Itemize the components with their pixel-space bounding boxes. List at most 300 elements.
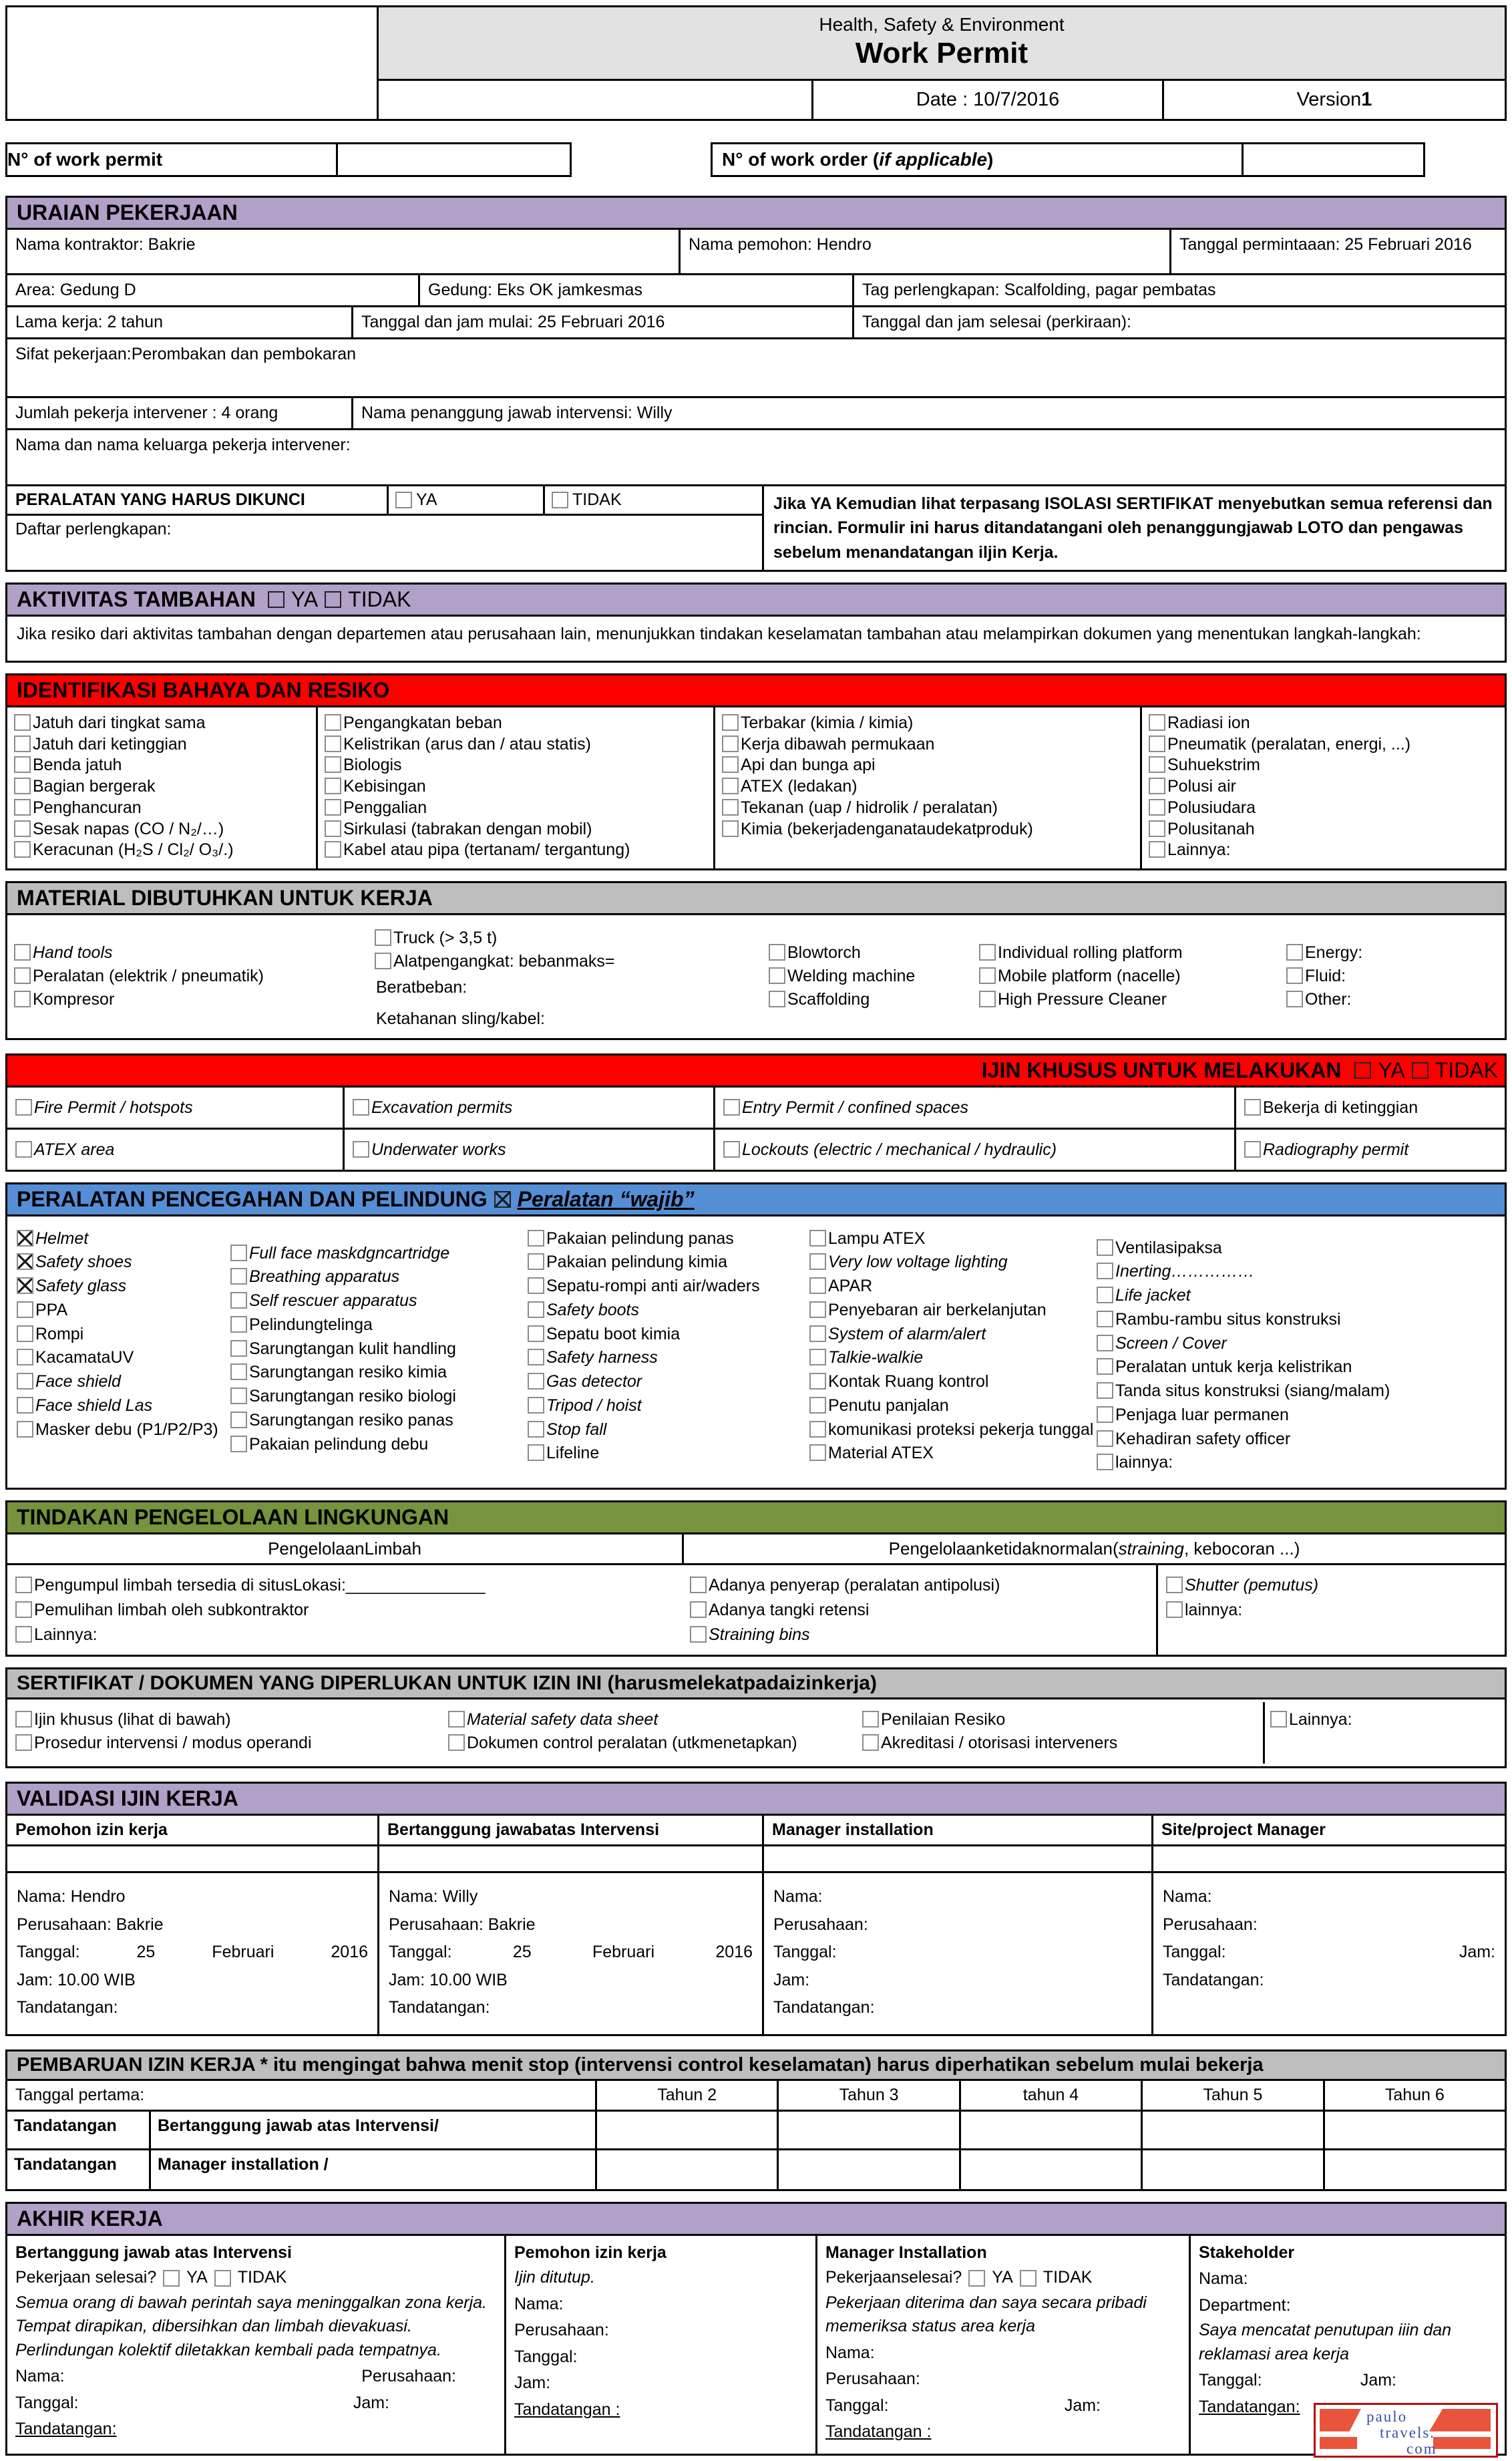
aktivitas-ya-checkbox[interactable]: [268, 591, 285, 608]
akhir-col3-heading: Manager Installation: [825, 2243, 987, 2262]
validasi-signature-col-2[interactable]: [377, 1873, 762, 2034]
hazard-item: [325, 735, 708, 754]
row3-year3-cell[interactable]: [777, 2150, 958, 2189]
ppe-checkbox[interactable]: [809, 1444, 826, 1461]
row2-year4-cell[interactable]: [959, 2112, 1141, 2148]
signature-line: Nama:: [773, 1887, 823, 1907]
ppe-item: [809, 1253, 1097, 1272]
validasi-blank-3: [762, 1846, 1151, 1871]
material-checkbox[interactable]: [375, 929, 391, 946]
jam-label[interactable]: Jam:: [353, 2393, 389, 2412]
permit-checkbox[interactable]: [15, 1099, 32, 1116]
doc-label: Lainnya:: [1289, 1710, 1352, 1730]
ppe-checkbox[interactable]: [230, 1245, 247, 1261]
env-checkbox[interactable]: [15, 1577, 32, 1593]
hazard-item: [325, 840, 708, 860]
work-order-number-input[interactable]: [1242, 144, 1423, 175]
akhir-stakeholder-column: [1189, 2236, 1505, 2457]
doc-item: [448, 1710, 862, 1730]
hazard-checkbox[interactable]: [325, 714, 341, 731]
ppe-checkbox[interactable]: [1097, 1311, 1113, 1327]
section-akhir-kerja: [5, 2202, 1507, 2456]
lock-ya-label: YA: [416, 490, 437, 509]
ppe-item: [809, 1372, 1097, 1391]
material-checkbox[interactable]: [769, 991, 785, 1007]
ppe-checkbox[interactable]: [230, 1387, 247, 1404]
env-checkbox[interactable]: [15, 1601, 32, 1618]
hazard-label: Jatuh dari tingkat sama: [33, 713, 206, 732]
tandatangan-label[interactable]: Tandatangan:: [1199, 2397, 1300, 2416]
hazard-checkbox[interactable]: [14, 841, 31, 858]
material-checkbox[interactable]: [14, 944, 31, 961]
doc-checkbox[interactable]: [448, 1711, 465, 1728]
hazard-checkbox[interactable]: [722, 820, 739, 837]
ppe-checkbox[interactable]: [809, 1373, 826, 1389]
hazard-checkbox[interactable]: [1149, 756, 1165, 773]
section-validasi: [5, 1782, 1507, 2036]
tanggal-label[interactable]: Tanggal:: [514, 2347, 578, 2366]
ppe-checkbox[interactable]: [528, 1230, 544, 1247]
permit-checkbox[interactable]: [723, 1141, 740, 1158]
ppe-checkbox[interactable]: [809, 1301, 826, 1318]
hazard-item: [1149, 756, 1499, 775]
aktivitas-tidak-checkbox[interactable]: [325, 591, 341, 608]
akhir-col3-ya-label: YA: [992, 2268, 1013, 2287]
jam-label[interactable]: Jam:: [514, 2373, 551, 2393]
field-tag-perlengkapan[interactable]: Tag perlengkapan: Scalfolding, pagar pembatas: [852, 275, 1505, 305]
hazard-checkbox[interactable]: [722, 735, 739, 752]
ppe-checkbox[interactable]: [809, 1230, 826, 1247]
nama-label[interactable]: Nama:: [514, 2294, 564, 2313]
ppe-checkbox[interactable]: [1097, 1430, 1113, 1447]
hazard-checkbox[interactable]: [1149, 841, 1165, 858]
field-nama-pemohon[interactable]: Nama pemohon: Hendro: [679, 230, 1169, 273]
permit-item: [723, 1098, 968, 1118]
hazard-checkbox[interactable]: [1149, 799, 1165, 816]
hazard-item: [14, 820, 311, 839]
material-item: [14, 943, 375, 963]
permit-checkbox[interactable]: [1244, 1141, 1261, 1158]
ppe-item: [528, 1372, 809, 1391]
ppe-item: [1097, 1406, 1499, 1425]
aktivitas-title: AKTIVITAS TAMBAHAN: [17, 587, 256, 611]
env-checkbox[interactable]: [690, 1601, 707, 1618]
signature-line: Tandatangan:: [17, 1998, 118, 2017]
material-item: [375, 929, 769, 948]
ppe-item: [809, 1348, 1097, 1367]
work-order-italic: if applicable: [879, 149, 988, 170]
ppe-checkbox[interactable]: [528, 1253, 544, 1270]
ppe-label: APAR: [828, 1277, 873, 1295]
row2-year6-cell[interactable]: [1323, 2112, 1505, 2148]
field-daftar-perlengkapan[interactable]: Daftar perlengkapan:: [15, 520, 172, 538]
section-lingkungan: [5, 1500, 1507, 1657]
ppe-wajib-checkbox[interactable]: [494, 1191, 511, 1208]
env-checkbox[interactable]: [15, 1626, 32, 1643]
ppe-checkbox[interactable]: [230, 1340, 247, 1357]
sertifikat-column-3: [862, 1702, 1263, 1764]
akhir-col2-closed: Ijin ditutup.: [514, 2268, 595, 2287]
ppe-checkbox[interactable]: [1097, 1358, 1113, 1375]
perusahaan-label[interactable]: Perusahaan:: [361, 2367, 456, 2386]
header-blank-cell: [379, 81, 811, 119]
permit-checkbox[interactable]: [1244, 1099, 1261, 1116]
ppe-checkbox[interactable]: [528, 1325, 544, 1342]
tandatangan-label[interactable]: Tandatangan :: [514, 2400, 620, 2419]
field-lama-kerja[interactable]: Lama kerja: 2 tahun: [15, 313, 163, 331]
ppe-checkbox[interactable]: [528, 1301, 544, 1318]
lock-tidak-checkbox[interactable]: [552, 492, 568, 508]
ppe-checkbox[interactable]: [809, 1397, 826, 1414]
hazard-checkbox[interactable]: [1149, 714, 1165, 731]
ppe-label: Face shield Las: [35, 1396, 153, 1415]
material-ketahanan-label[interactable]: Ketahanan sling/kabel:: [376, 1009, 545, 1028]
row2-year5-cell[interactable]: [1141, 2112, 1322, 2148]
ppe-checkbox[interactable]: [230, 1363, 247, 1380]
permit-label: Lockouts (electric / mechanical / hydraulic): [742, 1140, 1057, 1159]
validasi-col-header-2: Bertanggung jawabatas Intervensi: [377, 1816, 762, 1844]
env-checkbox[interactable]: [1166, 1601, 1183, 1618]
akhir-col1-ya-checkbox[interactable]: [163, 2270, 180, 2287]
ijin-tidak-checkbox[interactable]: [1412, 1062, 1429, 1079]
ppe-checkbox[interactable]: [528, 1373, 544, 1389]
material-checkbox[interactable]: [979, 967, 996, 984]
hazard-checkbox[interactable]: [325, 735, 341, 752]
signature-line: Jam: 10.00 WIB: [17, 1970, 136, 1989]
ppe-item: [230, 1411, 528, 1430]
row3-year5-cell[interactable]: [1141, 2150, 1322, 2189]
material-beratbeban-label[interactable]: Beratbeban:: [376, 977, 467, 997]
field-tanggal-selesai[interactable]: Tanggal dan jam selesai (perkiraan):: [852, 307, 1505, 337]
doc-item: [15, 1710, 448, 1730]
env-item: [1166, 1576, 1497, 1595]
validasi-signature-col-3[interactable]: [762, 1873, 1151, 2034]
ppe-checkbox[interactable]: [17, 1253, 33, 1270]
material-item: [979, 967, 1286, 986]
lingkungan-column-2: [682, 1565, 1156, 1655]
hazard-checkbox[interactable]: [1149, 778, 1165, 794]
ppe-label: Inerting……………: [1115, 1262, 1255, 1281]
hazard-item: [14, 756, 311, 775]
ppe-checkbox[interactable]: [1097, 1454, 1113, 1470]
ppe-item: [528, 1396, 809, 1416]
ppe-label: Breathing apparatus: [249, 1267, 400, 1287]
nama-label[interactable]: Nama:: [1199, 2269, 1248, 2289]
ppe-checkbox[interactable]: [17, 1373, 33, 1389]
nama-label[interactable]: Nama:: [15, 2367, 65, 2386]
ppe-checkbox[interactable]: [230, 1316, 247, 1333]
hazard-checkbox[interactable]: [722, 778, 739, 794]
material-checkbox[interactable]: [769, 944, 785, 961]
ppe-item: [1097, 1262, 1499, 1281]
sertifikat-column-4: [1263, 1702, 1505, 1764]
ppe-checkbox[interactable]: [1097, 1287, 1113, 1303]
bahaya-column-2: [316, 707, 713, 868]
material-label: Blowtorch: [787, 943, 861, 962]
akhir-col4-heading: Stakeholder: [1199, 2243, 1295, 2262]
ppe-checkbox[interactable]: [809, 1325, 826, 1342]
permit-label: Radiography permit: [1263, 1140, 1409, 1159]
field-penanggung-jawab[interactable]: Nama penanggung jawab intervensi: Willy: [351, 398, 1505, 428]
material-item: [769, 990, 979, 1009]
doc-checkbox[interactable]: [862, 1711, 879, 1728]
doc-label: Material safety data sheet: [467, 1710, 658, 1730]
form-header: [5, 5, 1507, 121]
perusahaan-label[interactable]: Perusahaan:: [825, 2369, 920, 2389]
ppe-item: [1097, 1239, 1499, 1258]
ppe-checkbox[interactable]: [1097, 1335, 1113, 1351]
signature-line: Perusahaan: Bakrie: [17, 1915, 164, 1934]
hazard-checkbox[interactable]: [14, 756, 31, 773]
lock-tidak-label: TIDAK: [572, 490, 622, 509]
ppe-checkbox[interactable]: [17, 1277, 33, 1294]
ppe-checkbox[interactable]: [809, 1349, 826, 1365]
doc-checkbox[interactable]: [448, 1734, 465, 1751]
ijin-tidak-label: TIDAK: [1435, 1057, 1498, 1082]
row2-year3-cell[interactable]: [777, 2112, 958, 2148]
row3-year2-cell[interactable]: [595, 2150, 777, 2189]
field-gedung[interactable]: Gedung: Eks OK jamkesmas: [418, 275, 852, 305]
material-checkbox[interactable]: [979, 944, 996, 961]
hazard-checkbox[interactable]: [14, 735, 31, 752]
perusahaan-label[interactable]: Perusahaan:: [514, 2321, 609, 2340]
akhir-col1-tidak-checkbox[interactable]: [214, 2270, 231, 2287]
ppe-checkbox[interactable]: [230, 1292, 247, 1309]
ppe-checkbox[interactable]: [528, 1397, 544, 1414]
tanggal-label[interactable]: Tanggal:: [15, 2393, 79, 2412]
ppe-checkbox[interactable]: [1097, 1406, 1113, 1423]
ppe-item: [809, 1229, 1097, 1249]
field-area[interactable]: Area: Gedung D: [15, 281, 136, 299]
section-sertifikat: [5, 1667, 1507, 1768]
bahaya-column-4: [1140, 707, 1505, 868]
hazard-checkbox[interactable]: [325, 841, 341, 858]
hazard-checkbox[interactable]: [1149, 735, 1165, 752]
validasi-signature-col-4[interactable]: [1151, 1873, 1505, 2034]
ppe-label: Safety boots: [546, 1300, 639, 1319]
permit-label: Underwater works: [371, 1140, 506, 1159]
hazard-checkbox[interactable]: [14, 714, 31, 731]
material-item: [1286, 943, 1498, 963]
signature-line: Perusahaan:: [773, 1915, 868, 1934]
ppe-item: [1097, 1286, 1499, 1305]
ppe-item: [230, 1339, 528, 1359]
hazard-checkbox[interactable]: [722, 714, 739, 731]
hazard-label: Keracunan (H₂S / Cl₂/ O₃/.): [33, 840, 234, 860]
ppe-checkbox[interactable]: [17, 1349, 33, 1365]
akhir-col3-note: Pekerjaan diterima dan saya secara pribadi memeriksa status area kerja: [825, 2293, 1147, 2336]
doc-checkbox[interactable]: [1270, 1711, 1287, 1728]
ppe-checkbox[interactable]: [17, 1325, 33, 1342]
version-field: [1162, 81, 1505, 119]
sertifikat-column-2: [448, 1702, 862, 1764]
ppe-checkbox[interactable]: [809, 1277, 826, 1294]
akhir-col1-tidak-label: TIDAK: [237, 2268, 287, 2287]
doc-label: Dokumen control peralatan (utkmenetapkan): [467, 1734, 797, 1752]
hazard-item: [1149, 798, 1499, 818]
ijin-row1-col1: [7, 1088, 343, 1128]
doc-checkbox[interactable]: [15, 1734, 32, 1751]
row3-year4-cell[interactable]: [959, 2150, 1141, 2189]
material-checkbox[interactable]: [14, 967, 31, 984]
ppe-item: [1097, 1453, 1499, 1472]
permit-checkbox[interactable]: [723, 1099, 740, 1116]
hazard-item: [1149, 713, 1499, 733]
uraian-header: URAIAN PEKERJAAN: [7, 198, 1505, 230]
work-permit-number-input[interactable]: [336, 144, 570, 175]
aktivitas-description[interactable]: Jika resiko dari aktivitas tambahan dengan departemen atau perusahaan lain, menunjukkan tindakan keselamatan tambahan atau melampirkan dokumen yang menentukan langkah-langkah:: [17, 624, 1421, 643]
ppe-checkbox[interactable]: [1097, 1382, 1113, 1399]
ppe-checkbox[interactable]: [17, 1421, 33, 1438]
validasi-signature-col-1[interactable]: [7, 1873, 377, 2034]
ppe-title: PERALATAN PENCEGAHAN DAN PELINDUNG: [17, 1186, 488, 1211]
hazard-checkbox[interactable]: [722, 799, 739, 816]
env-item: [690, 1625, 1148, 1645]
tanggal-label[interactable]: Tanggal:: [825, 2396, 889, 2415]
doc-checkbox[interactable]: [862, 1734, 879, 1751]
ijin-ya-checkbox[interactable]: [1354, 1062, 1371, 1079]
work-order-number-label: [713, 144, 1242, 175]
field-nama-keluarga[interactable]: Nama dan nama keluarga pekerja intervener:: [15, 436, 351, 454]
material-checkbox[interactable]: [1286, 991, 1303, 1007]
ppe-checkbox[interactable]: [528, 1444, 544, 1461]
ppe-checkbox[interactable]: [809, 1253, 826, 1270]
watermark-shape: [1320, 2437, 1357, 2449]
watermark-text: com: [1406, 2440, 1437, 2457]
lock-ya-checkbox[interactable]: [395, 492, 412, 508]
jam-label[interactable]: Jam:: [1064, 2396, 1101, 2415]
tandatangan-label[interactable]: Tandatangan:: [15, 2420, 117, 2439]
hazard-label: Kebisingan: [343, 777, 426, 796]
year-6-header: Tahun 6: [1323, 2081, 1505, 2110]
material-checkbox[interactable]: [1286, 944, 1303, 961]
hazard-checkbox[interactable]: [722, 756, 739, 773]
nama-label[interactable]: Nama:: [825, 2343, 875, 2362]
ppe-item: [17, 1301, 230, 1320]
ppe-checkbox[interactable]: [528, 1349, 544, 1365]
hazard-label: Api dan bunga api: [741, 756, 876, 775]
ppe-label: Full face maskdgncartridge: [249, 1243, 450, 1263]
ppe-checkbox[interactable]: [230, 1268, 247, 1285]
hazard-checkbox[interactable]: [14, 778, 31, 794]
ppe-item: [230, 1435, 528, 1454]
row3-year6-cell[interactable]: [1323, 2150, 1505, 2189]
permit-checkbox[interactable]: [353, 1099, 369, 1116]
ppe-label: Penyebaran air berkelanjutan: [828, 1300, 1047, 1319]
ppe-checkbox[interactable]: [1097, 1239, 1113, 1256]
hazard-item: [14, 798, 311, 818]
hse-subtitle: Health, Safety & Environment: [819, 14, 1065, 35]
work-permit-form: [5, 5, 1507, 2456]
signature-line: Tanggal:: [773, 1943, 837, 1962]
permit-checkbox[interactable]: [15, 1141, 32, 1158]
lingkungan-header: TINDAKAN PENGELOLAAN LINGKUNGAN: [7, 1502, 1505, 1534]
field-tanggal-permintaan[interactable]: Tanggal permintaaan: 25 Februari 2016: [1169, 230, 1505, 273]
akhir-col1-ya-label: YA: [186, 2268, 208, 2287]
section-aktivitas-tambahan: [5, 583, 1507, 663]
hazard-checkbox[interactable]: [1149, 820, 1165, 837]
hazard-label: Kabel atau pipa (tertanam/ tergantung): [343, 840, 630, 860]
ppe-item: [528, 1277, 809, 1296]
field-tanggal-mulai[interactable]: Tanggal dan jam mulai: 25 Februari 2016: [351, 307, 852, 337]
material-checkbox[interactable]: [375, 953, 391, 969]
ppe-checkbox[interactable]: [1097, 1263, 1113, 1279]
ppe-checkbox[interactable]: [809, 1421, 826, 1438]
env-checkbox[interactable]: [1166, 1577, 1183, 1593]
ijin-row1-col3: [713, 1088, 1234, 1128]
akhir-col3-ya-checkbox[interactable]: [968, 2270, 985, 2287]
ppe-checkbox[interactable]: [17, 1397, 33, 1414]
ppe-checkbox[interactable]: [230, 1436, 247, 1452]
permit-label: Entry Permit / confined spaces: [742, 1098, 969, 1117]
department-label[interactable]: Department:: [1199, 2295, 1291, 2315]
env-checkbox[interactable]: [690, 1577, 707, 1593]
doc-label: Penilaian Resiko: [881, 1710, 1006, 1730]
row2-year2-cell[interactable]: [595, 2112, 777, 2148]
lingkungan-column-1: [7, 1565, 682, 1655]
akhir-col3-tidak-checkbox[interactable]: [1020, 2270, 1036, 2287]
ppe-label: Very low voltage lighting: [828, 1253, 1008, 1272]
year-5-header: Tahun 5: [1141, 2081, 1322, 2110]
ppe-label: Pakaian pelindung kimia: [546, 1253, 728, 1272]
ppe-checkbox[interactable]: [17, 1230, 33, 1247]
hazard-checkbox[interactable]: [325, 820, 341, 837]
row3-role-label: Manager installation /: [149, 2150, 595, 2189]
hazard-checkbox[interactable]: [325, 799, 341, 816]
ppe-checkbox[interactable]: [17, 1301, 33, 1318]
akhir-pemohon-column: [504, 2236, 815, 2454]
watermark-shape: [1429, 2409, 1491, 2432]
field-jumlah-pekerja[interactable]: Jumlah pekerja intervener : 4 orang: [15, 403, 278, 422]
akhir-col1-note: Semua orang di bawah perintah saya meninggalkan zona kerja. Tempat dirapikan, dibersihkan dan limbah dievakuasi. Perlindungan kolektif diletakkan kembali pada tempatnya.: [15, 2293, 488, 2359]
ppe-item: [230, 1363, 528, 1382]
env-checkbox[interactable]: [690, 1626, 707, 1643]
material-checkbox[interactable]: [979, 991, 996, 1007]
hazard-checkbox[interactable]: [14, 799, 31, 816]
row2-role-label: Bertanggung jawab atas Intervensi/: [149, 2112, 595, 2148]
hazard-checkbox[interactable]: [325, 778, 341, 794]
ppe-item: [17, 1325, 230, 1344]
ppe-label: PPA: [35, 1300, 68, 1319]
hazard-checkbox[interactable]: [14, 820, 31, 837]
material-item: [769, 943, 979, 963]
doc-checkbox[interactable]: [15, 1711, 32, 1728]
field-nama-kontraktor[interactable]: Nama kontraktor: Bakrie: [15, 235, 196, 254]
hazard-label: Sirkulasi (tabrakan dengan mobil): [343, 819, 592, 838]
validasi-col-header-1: Pemohon izin kerja: [15, 1820, 168, 1840]
hazard-item: [14, 735, 311, 754]
ppe-item: [809, 1325, 1097, 1344]
watermark-shape: [1433, 2437, 1491, 2449]
jam-label[interactable]: Jam:: [1360, 2371, 1396, 2390]
ppe-checkbox[interactable]: [528, 1277, 544, 1294]
material-checkbox[interactable]: [14, 991, 31, 1007]
tandatangan-label[interactable]: Tandatangan :: [825, 2422, 932, 2442]
hazard-item: [325, 798, 708, 818]
permit-checkbox[interactable]: [353, 1141, 369, 1158]
material-checkbox[interactable]: [1286, 967, 1303, 984]
tanggal-label[interactable]: Tanggal:: [1199, 2371, 1262, 2390]
material-checkbox[interactable]: [769, 967, 785, 984]
ppe-checkbox[interactable]: [528, 1421, 544, 1438]
ppe-item: [17, 1253, 230, 1272]
doc-label: Prosedur intervensi / modus operandi: [34, 1734, 312, 1752]
field-sifat-pekerjaan[interactable]: Sifat pekerjaan:Perombakan dan pembokaran: [15, 345, 357, 363]
hazard-checkbox[interactable]: [325, 756, 341, 773]
ppe-checkbox[interactable]: [230, 1412, 247, 1428]
env-label: Lainnya:: [34, 1625, 98, 1644]
tanggal-pertama-label[interactable]: Tanggal pertama:: [15, 2085, 145, 2104]
